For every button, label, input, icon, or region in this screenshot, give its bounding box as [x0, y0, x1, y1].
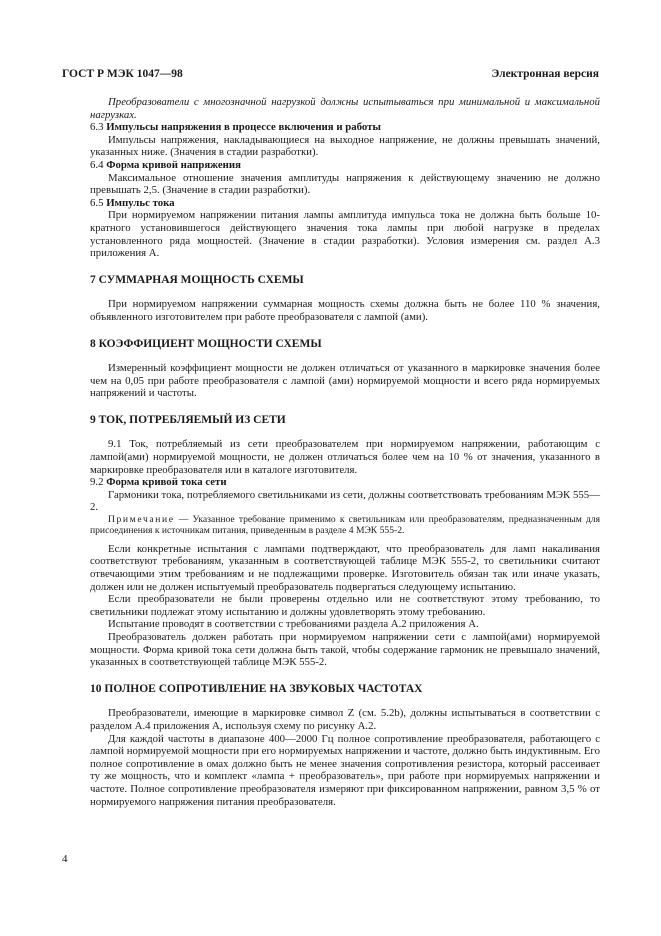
section-9-1-text: 9.1 Ток, потребляемый из сети преобразователем при нормируемом напряжении, работающим с лампой(ами) нормируемой мощности, не должен отличаться более чем на 10 % от значения, указанного в маркировке преобразователя или в каталоге изготовителя. — [90, 438, 600, 476]
subsection-6-3-text: Импульсы напряжения, накладывающиеся на выходное напряжение, не должны превышать значений, указанных ниже. (Значения в стадии разработки). — [90, 133, 600, 159]
subsection-9-2-number: 9.2 — [90, 476, 104, 489]
section-8-text: Измеренный коэффициент мощности не должен отличаться от указанного в маркировке значения более чем на 0,05 при работе преобразователя с лампой (ами) нормируемой мощности и всего ряда нормируемых напряжений и частоты. — [90, 362, 600, 400]
page-number: 4 — [62, 853, 68, 865]
subsection-6-5-heading — [90, 197, 600, 210]
intro-paragraph: Преобразователи с многозначной нагрузкой должны испытываться при минимальной и максимальной нагрузках. — [90, 96, 600, 121]
note-text: — Указанное требование применимо к светильникам или преобразователям, предназначенным для присоединения к источникам питания, приведенным в разделе 4 МЭК 555-2. — [90, 514, 600, 537]
section-10-heading: 10 ПОЛНОЕ СОПРОТИВЛЕНИЕ НА ЗВУКОВЫХ ЧАСТОТАХ — [90, 682, 423, 695]
subsection-9-2-heading — [90, 476, 600, 489]
note-paragraph — [90, 514, 600, 537]
subsection-9-2-title: Форма кривой тока сети — [106, 476, 227, 489]
section-9-heading: 9 ТОК, ПОТРЕБЛЯЕМЫЙ ИЗ СЕТИ — [90, 413, 286, 426]
section-7-text: При нормируемом напряжении суммарная мощность схемы должна быть не более 110 % значения, объявленного изготовителем при работе преобразователя с лампой (ами). — [90, 298, 600, 323]
section-7-heading: 7 СУММАРНАЯ МОЩНОСТЬ СХЕМЫ — [90, 273, 304, 286]
section-10-paragraph-1: Преобразователи, имеющие в маркировке символ Z (см. 5.2b), должны испытываться в соответствии с разделом А.4 приложения А, используя схему по рисунку А.2. — [90, 707, 600, 732]
version-label: Электронная версия — [491, 68, 599, 80]
subsection-6-5-title: Импульс тока — [106, 196, 175, 209]
note-label: Примечание — [108, 514, 175, 526]
subsection-6-5-text: При нормируемом напряжении питания лампы амплитуда импульса тока не должна быть больше 10-кратного установившегося действующего значения тока лампы при любой нагрузке в пределах установленного ряда мощностей. (Значение в стадии разработки). Условия измерения см. раздел А.3 приложения А. — [90, 209, 600, 260]
section-9-paragraph-2: Если преобразователи не были проверены отдельно или не соответствуют этому требованию, то светильники подлежат этому испытанию и должны удовлетворять этому требованию. — [90, 593, 600, 618]
subsection-6-5-number: 6.5 — [90, 196, 104, 209]
document-id: ГОСТ Р МЭК 1047—98 — [62, 68, 183, 80]
section-10-paragraph-2: Для каждой частоты в диапазоне 400—2000 Гц полное сопротивление преобразователя, работающего с лампой нормируемой мощности при его нормируемых напряжении и частоте, должно быть индуктивным. Его полное сопротивление в омах должно быть не менее значения сопротивления резистора, который рассеивает ту же мощность, что и комплект «лампа + преобразователь», при работе при нормируемых напряжении и частоте. Полное сопротивление преобразователя измеряют при фиксированном напряжении, равном 3,5 % от нормируемого напряжения питания преобразователя. — [90, 732, 600, 808]
section-9-paragraph-4: Преобразователь должен работать при нормируемом напряжении сети с лампой(ами) нормируемой мощности. Форма кривой тока сети должна быть такой, чтобы содержание гармоник не превышало значений, указанных в соответствующей таблице МЭК 555-2. — [90, 631, 600, 669]
subsection-6-3-heading — [90, 121, 600, 134]
section-9-paragraph-1: Если конкретные испытания с лампами подтверждают, что преобразователь для ламп накаливания соответствуют требованиям, указанным в соответствующей таблице МЭК 555-2, то светильники считают отвечающими этим требованиям и не подлежащими проверке. Изготовитель обязан так или иначе указать, должен или не должен испытуемый преобразователь подвергаться следующему испытанию. — [90, 542, 600, 593]
subsection-6-3-number: 6.3 — [90, 121, 104, 134]
subsection-6-4-title: Форма кривой напряжения — [106, 158, 241, 171]
subsection-9-2-text: Гармоники тока, потребляемого светильниками из сети, должны соответствовать требованиям МЭК 555—2. — [90, 488, 600, 514]
section-8-heading: 8 КОЭФФИЦИЕНТ МОЩНОСТИ СХЕМЫ — [90, 337, 322, 350]
subsection-6-4-number: 6.4 — [90, 158, 104, 171]
page-content — [90, 96, 600, 808]
section-9-paragraph-3: Испытание проводят в соответствии с требованиями раздела А.2 приложения А. — [108, 618, 479, 631]
page-header — [62, 68, 599, 84]
subsection-6-4-heading — [90, 159, 600, 172]
subsection-6-3-title: Импульсы напряжения в процессе включения и работы — [106, 121, 381, 134]
subsection-6-4-text: Максимальное отношение значения амплитуды напряжения к действующему значению не должно превышать 2,5. (Значение в стадии разработки). — [90, 171, 600, 197]
